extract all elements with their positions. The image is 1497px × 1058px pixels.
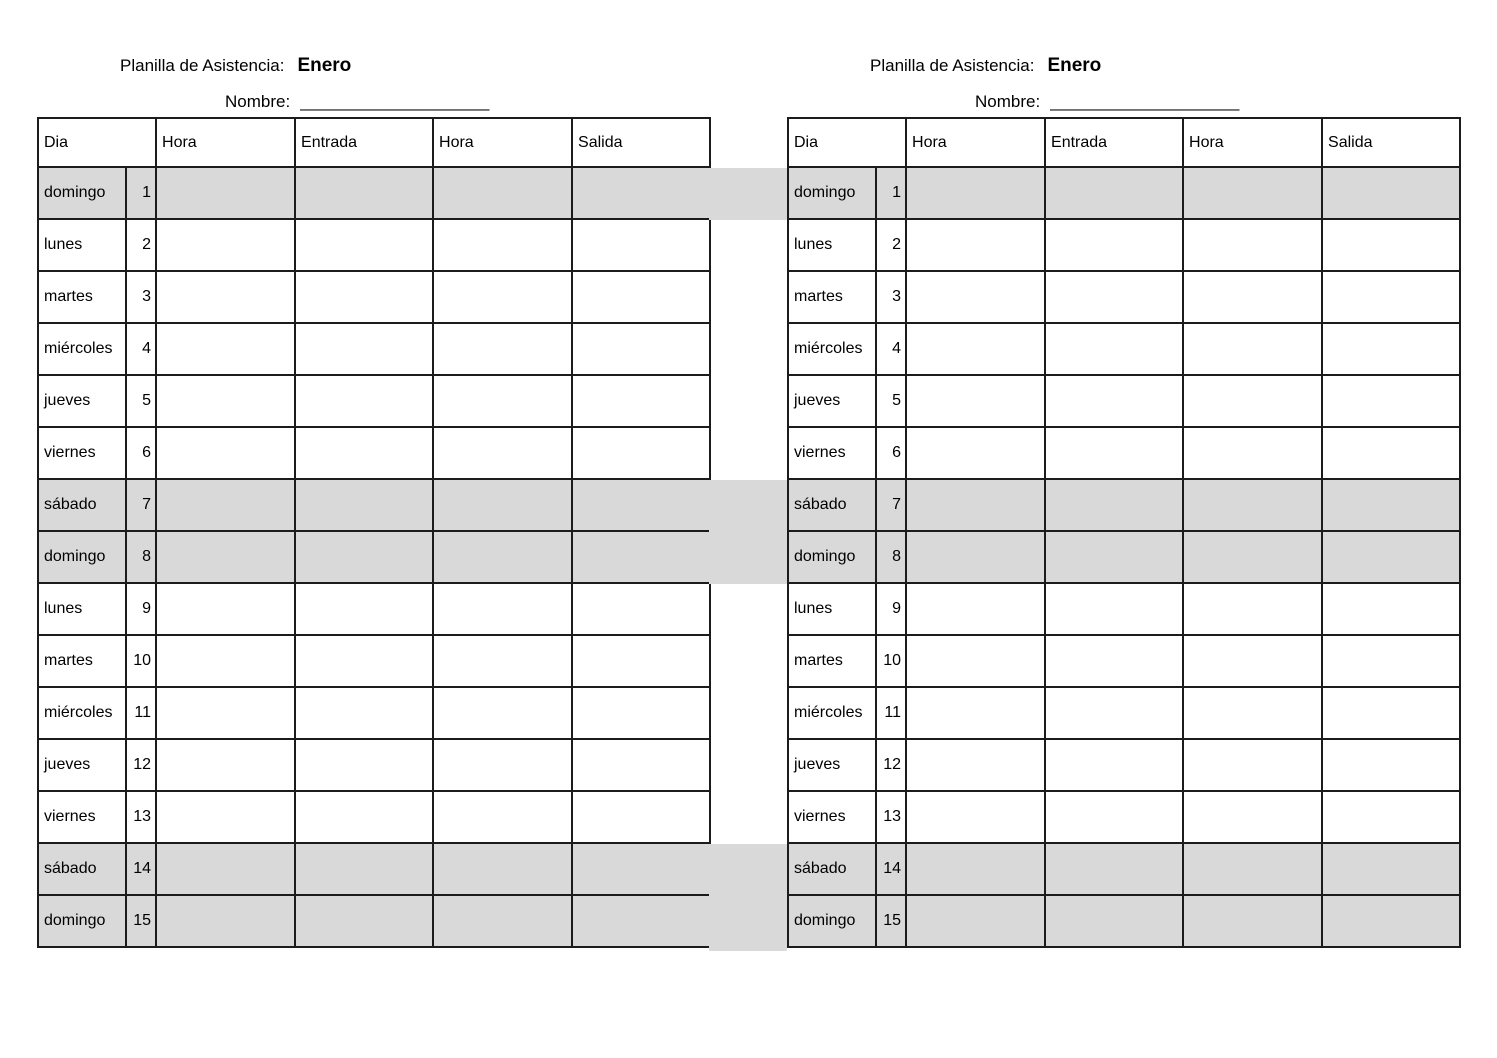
header-entrada: Entrada	[1045, 118, 1183, 167]
entry-hour-cell[interactable]	[156, 375, 295, 427]
exit-hour-cell[interactable]	[1183, 271, 1322, 323]
exit-cell[interactable]	[1322, 843, 1460, 895]
exit-hour-cell[interactable]	[433, 791, 572, 843]
exit-cell[interactable]	[1322, 323, 1460, 375]
table-row	[788, 843, 1460, 895]
date-number-cell: 10	[876, 635, 906, 687]
exit-cell[interactable]	[1322, 427, 1460, 479]
entry-cell[interactable]	[295, 479, 433, 531]
name-label: Nombre:	[975, 92, 1041, 111]
exit-hour-cell[interactable]	[1183, 739, 1322, 791]
entry-cell[interactable]	[1045, 843, 1183, 895]
day-name-cell: domingo	[38, 167, 126, 219]
exit-cell[interactable]	[572, 167, 710, 219]
header-salida: Salida	[572, 118, 710, 167]
exit-hour-cell[interactable]	[1183, 323, 1322, 375]
entry-cell[interactable]	[295, 375, 433, 427]
day-name-cell: domingo	[38, 531, 126, 583]
table-row	[788, 531, 1460, 583]
day-name-cell: viernes	[788, 791, 876, 843]
date-number-cell: 5	[126, 375, 156, 427]
day-name-cell: sábado	[38, 479, 126, 531]
day-name-cell: jueves	[788, 375, 876, 427]
exit-hour-cell[interactable]	[1183, 479, 1322, 531]
entry-hour-cell[interactable]	[906, 635, 1045, 687]
weekend-gap-band	[709, 844, 787, 951]
entry-hour-cell[interactable]	[906, 843, 1045, 895]
header-hora-salida: Hora	[1183, 118, 1322, 167]
entry-cell[interactable]	[295, 739, 433, 791]
table-row	[788, 323, 1460, 375]
table-row	[788, 791, 1460, 843]
exit-hour-cell[interactable]	[1183, 635, 1322, 687]
entry-cell[interactable]	[1045, 167, 1183, 219]
entry-hour-cell[interactable]	[156, 479, 295, 531]
exit-hour-cell[interactable]	[433, 635, 572, 687]
exit-cell[interactable]	[572, 479, 710, 531]
attendance-sheet-right	[787, 0, 1459, 960]
day-name-cell: miércoles	[788, 323, 876, 375]
exit-hour-cell[interactable]	[433, 687, 572, 739]
attendance-sheet-left	[37, 0, 709, 960]
header-salida: Salida	[1322, 118, 1460, 167]
attendance-table	[787, 117, 1461, 948]
day-name-cell: viernes	[38, 427, 126, 479]
month-name: Enero	[297, 55, 352, 76]
entry-cell[interactable]	[295, 531, 433, 583]
table-row	[38, 583, 710, 635]
day-name-cell: domingo	[788, 167, 876, 219]
table-row	[38, 635, 710, 687]
day-name-cell: domingo	[788, 895, 876, 947]
header-dia: Dia	[788, 118, 906, 167]
name-input-blank[interactable]: ____________________	[1050, 92, 1240, 111]
exit-cell[interactable]	[1322, 739, 1460, 791]
exit-hour-cell[interactable]	[1183, 791, 1322, 843]
day-name-cell: martes	[788, 635, 876, 687]
date-number-cell: 7	[126, 479, 156, 531]
table-row	[38, 791, 710, 843]
weekend-gap-band	[709, 168, 787, 220]
entry-hour-cell[interactable]	[156, 427, 295, 479]
day-name-cell: sábado	[788, 843, 876, 895]
exit-cell[interactable]	[572, 427, 710, 479]
day-name-cell: jueves	[788, 739, 876, 791]
entry-hour-cell[interactable]	[156, 635, 295, 687]
exit-cell[interactable]	[572, 583, 710, 635]
exit-cell[interactable]	[572, 375, 710, 427]
exit-hour-cell[interactable]	[433, 271, 572, 323]
date-number-cell: 11	[126, 687, 156, 739]
entry-hour-cell[interactable]	[156, 583, 295, 635]
date-number-cell: 9	[126, 583, 156, 635]
exit-cell[interactable]	[1322, 687, 1460, 739]
entry-hour-cell[interactable]	[906, 531, 1045, 583]
date-number-cell: 1	[876, 167, 906, 219]
entry-hour-cell[interactable]	[156, 531, 295, 583]
day-name-cell: sábado	[38, 843, 126, 895]
day-name-cell: miércoles	[38, 323, 126, 375]
day-name-cell: lunes	[38, 219, 126, 271]
exit-cell[interactable]	[572, 843, 710, 895]
title-label: Planilla de Asistencia:	[870, 56, 1035, 75]
exit-cell[interactable]	[572, 687, 710, 739]
exit-hour-cell[interactable]	[433, 843, 572, 895]
table-row	[38, 323, 710, 375]
exit-cell[interactable]	[572, 271, 710, 323]
entry-hour-cell[interactable]	[156, 687, 295, 739]
exit-hour-cell[interactable]	[1183, 427, 1322, 479]
header-row	[788, 118, 1460, 167]
table-row	[38, 271, 710, 323]
entry-cell[interactable]	[1045, 583, 1183, 635]
date-number-cell: 12	[126, 739, 156, 791]
header-dia: Dia	[38, 118, 156, 167]
entry-cell[interactable]	[295, 271, 433, 323]
header-hora-entrada: Hora	[906, 118, 1045, 167]
entry-cell[interactable]	[295, 687, 433, 739]
entry-cell[interactable]	[1045, 479, 1183, 531]
day-name-cell: lunes	[788, 219, 876, 271]
exit-hour-cell[interactable]	[1183, 687, 1322, 739]
exit-cell[interactable]	[572, 739, 710, 791]
day-name-cell: jueves	[38, 739, 126, 791]
exit-cell[interactable]	[572, 219, 710, 271]
exit-cell[interactable]	[1322, 791, 1460, 843]
exit-hour-cell[interactable]	[1183, 219, 1322, 271]
entry-hour-cell[interactable]	[906, 583, 1045, 635]
entry-hour-cell[interactable]	[906, 479, 1045, 531]
sheet-title	[870, 55, 1101, 77]
entry-cell[interactable]	[295, 427, 433, 479]
table-row	[38, 531, 710, 583]
exit-cell[interactable]	[1322, 479, 1460, 531]
entry-cell[interactable]	[1045, 427, 1183, 479]
entry-hour-cell[interactable]	[156, 791, 295, 843]
entry-hour-cell[interactable]	[156, 271, 295, 323]
exit-hour-cell[interactable]	[433, 427, 572, 479]
exit-hour-cell[interactable]	[433, 479, 572, 531]
exit-hour-cell[interactable]	[433, 895, 572, 947]
exit-cell[interactable]	[572, 323, 710, 375]
entry-cell[interactable]	[1045, 687, 1183, 739]
date-number-cell: 15	[876, 895, 906, 947]
exit-cell[interactable]	[572, 635, 710, 687]
date-number-cell: 14	[126, 843, 156, 895]
day-name-cell: jueves	[38, 375, 126, 427]
table-row	[38, 895, 710, 947]
header-row	[38, 118, 710, 167]
day-name-cell: sábado	[788, 479, 876, 531]
exit-hour-cell[interactable]	[1183, 895, 1322, 947]
entry-hour-cell[interactable]	[906, 375, 1045, 427]
date-number-cell: 12	[876, 739, 906, 791]
table-row	[788, 583, 1460, 635]
date-number-cell: 2	[126, 219, 156, 271]
entry-hour-cell[interactable]	[156, 843, 295, 895]
entry-cell[interactable]	[295, 219, 433, 271]
table-row	[38, 739, 710, 791]
day-name-cell: domingo	[788, 531, 876, 583]
entry-cell[interactable]	[1045, 375, 1183, 427]
entry-cell[interactable]	[1045, 635, 1183, 687]
date-number-cell: 4	[876, 323, 906, 375]
day-name-cell: martes	[38, 635, 126, 687]
entry-cell[interactable]	[295, 583, 433, 635]
attendance-table-body	[788, 167, 1460, 947]
exit-hour-cell[interactable]	[1183, 583, 1322, 635]
table-row	[788, 167, 1460, 219]
sheet-title	[120, 55, 351, 77]
exit-cell[interactable]	[572, 791, 710, 843]
exit-cell[interactable]	[1322, 271, 1460, 323]
exit-cell[interactable]	[1322, 219, 1460, 271]
table-row	[38, 687, 710, 739]
table-row	[788, 427, 1460, 479]
entry-hour-cell[interactable]	[906, 271, 1045, 323]
exit-cell[interactable]	[1322, 167, 1460, 219]
title-label: Planilla de Asistencia:	[120, 56, 285, 75]
month-name: Enero	[1047, 55, 1102, 76]
day-name-cell: martes	[788, 271, 876, 323]
name-row	[225, 92, 489, 112]
name-label: Nombre:	[225, 92, 291, 111]
day-name-cell: viernes	[788, 427, 876, 479]
date-number-cell: 5	[876, 375, 906, 427]
date-number-cell: 8	[126, 531, 156, 583]
header-hora-entrada: Hora	[156, 118, 295, 167]
weekend-gap-band	[709, 480, 787, 584]
date-number-cell: 10	[126, 635, 156, 687]
entry-cell[interactable]	[1045, 791, 1183, 843]
exit-cell[interactable]	[1322, 895, 1460, 947]
date-number-cell: 15	[126, 895, 156, 947]
exit-cell[interactable]	[1322, 635, 1460, 687]
exit-hour-cell[interactable]	[1183, 375, 1322, 427]
exit-cell[interactable]	[1322, 375, 1460, 427]
entry-hour-cell[interactable]	[156, 219, 295, 271]
table-row	[788, 895, 1460, 947]
exit-cell[interactable]	[1322, 583, 1460, 635]
entry-hour-cell[interactable]	[156, 167, 295, 219]
exit-hour-cell[interactable]	[433, 167, 572, 219]
day-name-cell: lunes	[788, 583, 876, 635]
date-number-cell: 4	[126, 323, 156, 375]
entry-hour-cell[interactable]	[156, 739, 295, 791]
date-number-cell: 6	[126, 427, 156, 479]
date-number-cell: 8	[876, 531, 906, 583]
table-row	[788, 635, 1460, 687]
day-name-cell: lunes	[38, 583, 126, 635]
table-row	[788, 687, 1460, 739]
exit-hour-cell[interactable]	[433, 323, 572, 375]
table-row	[788, 479, 1460, 531]
entry-cell[interactable]	[295, 167, 433, 219]
date-number-cell: 9	[876, 583, 906, 635]
entry-cell[interactable]	[1045, 271, 1183, 323]
table-row	[38, 427, 710, 479]
exit-hour-cell[interactable]	[1183, 167, 1322, 219]
exit-cell[interactable]	[572, 531, 710, 583]
entry-hour-cell[interactable]	[906, 323, 1045, 375]
entry-hour-cell[interactable]	[156, 323, 295, 375]
date-number-cell: 7	[876, 479, 906, 531]
exit-hour-cell[interactable]	[433, 375, 572, 427]
entry-cell[interactable]	[1045, 895, 1183, 947]
date-number-cell: 11	[876, 687, 906, 739]
day-name-cell: miércoles	[38, 687, 126, 739]
exit-hour-cell[interactable]	[433, 583, 572, 635]
exit-hour-cell[interactable]	[433, 531, 572, 583]
header-hora-salida: Hora	[433, 118, 572, 167]
exit-hour-cell[interactable]	[1183, 843, 1322, 895]
table-row	[38, 479, 710, 531]
entry-hour-cell[interactable]	[906, 895, 1045, 947]
date-number-cell: 13	[876, 791, 906, 843]
day-name-cell: viernes	[38, 791, 126, 843]
table-row	[38, 167, 710, 219]
date-number-cell: 6	[876, 427, 906, 479]
table-row	[38, 843, 710, 895]
name-row	[975, 92, 1239, 112]
exit-cell[interactable]	[572, 895, 710, 947]
table-row	[788, 271, 1460, 323]
table-row	[788, 739, 1460, 791]
entry-hour-cell[interactable]	[156, 895, 295, 947]
entry-hour-cell[interactable]	[906, 427, 1045, 479]
entry-cell[interactable]	[1045, 323, 1183, 375]
table-row	[788, 375, 1460, 427]
entry-cell[interactable]	[295, 843, 433, 895]
entry-cell[interactable]	[1045, 219, 1183, 271]
date-number-cell: 1	[126, 167, 156, 219]
attendance-table	[37, 117, 711, 948]
entry-hour-cell[interactable]	[906, 687, 1045, 739]
entry-hour-cell[interactable]	[906, 167, 1045, 219]
entry-cell[interactable]	[1045, 531, 1183, 583]
exit-hour-cell[interactable]	[1183, 531, 1322, 583]
day-name-cell: martes	[38, 271, 126, 323]
date-number-cell: 2	[876, 219, 906, 271]
entry-cell[interactable]	[295, 791, 433, 843]
entry-cell[interactable]	[1045, 739, 1183, 791]
date-number-cell: 14	[876, 843, 906, 895]
entry-hour-cell[interactable]	[906, 739, 1045, 791]
table-row	[38, 219, 710, 271]
entry-cell[interactable]	[295, 323, 433, 375]
attendance-table-body	[38, 167, 710, 947]
table-row	[38, 375, 710, 427]
entry-cell[interactable]	[295, 895, 433, 947]
date-number-cell: 13	[126, 791, 156, 843]
name-input-blank[interactable]: ____________________	[300, 92, 490, 111]
entry-cell[interactable]	[295, 635, 433, 687]
date-number-cell: 3	[876, 271, 906, 323]
exit-hour-cell[interactable]	[433, 739, 572, 791]
header-entrada: Entrada	[295, 118, 433, 167]
day-name-cell: miércoles	[788, 687, 876, 739]
date-number-cell: 3	[126, 271, 156, 323]
table-row	[788, 219, 1460, 271]
exit-cell[interactable]	[1322, 531, 1460, 583]
entry-hour-cell[interactable]	[906, 791, 1045, 843]
exit-hour-cell[interactable]	[433, 219, 572, 271]
day-name-cell: domingo	[38, 895, 126, 947]
entry-hour-cell[interactable]	[906, 219, 1045, 271]
